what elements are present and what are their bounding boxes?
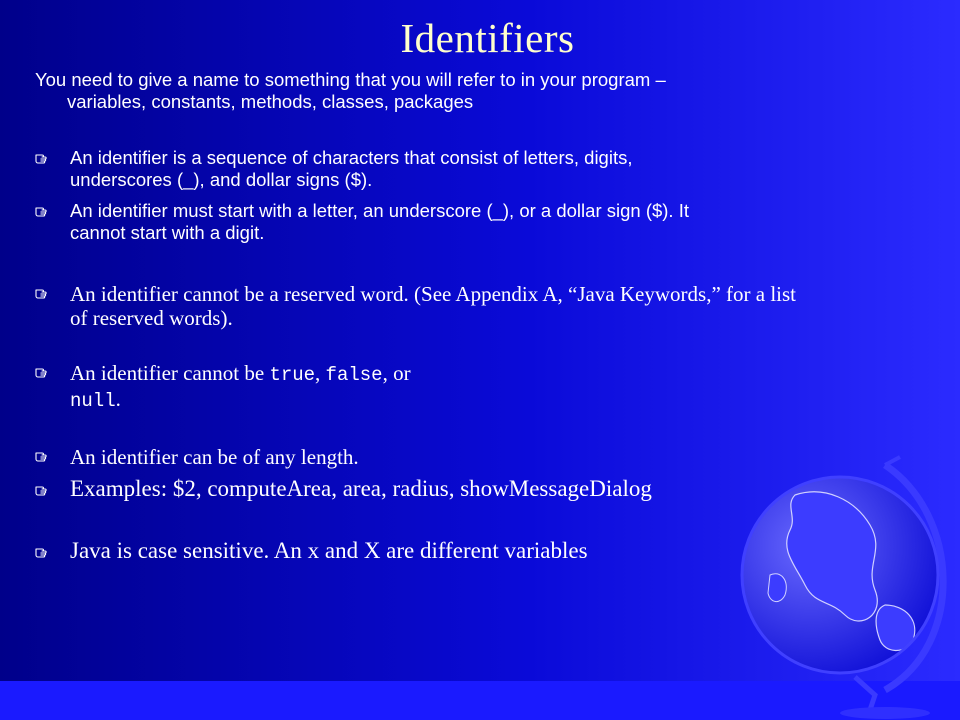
slide-title: Identifiers — [400, 15, 575, 61]
bullet-line: An identifier can be of any length. — [70, 445, 359, 469]
keyword-null: null — [70, 390, 116, 412]
bullet-text: , — [315, 361, 326, 385]
intro-text — [35, 69, 915, 113]
bullet-line: An identifier must start with a letter, an underscore (_), or a dollar sign ($). It — [70, 200, 689, 221]
pointing-hand-icon — [35, 151, 47, 164]
pointing-hand-icon — [35, 204, 47, 217]
bullet-item — [35, 282, 915, 330]
bullet-line: Java is case sensitive. An x and X are different variables — [70, 538, 588, 563]
bullet-text: . — [115, 387, 121, 411]
bullet-line: Examples: $2, computeArea, area, radius, showMessageDialog — [70, 476, 652, 501]
intro-line-1: You need to give a name to something that you will refer to in your program – — [35, 69, 666, 90]
bullet-line: An identifier is a sequence of characters that consist of letters, digits, — [70, 147, 633, 168]
bullet-line: cannot start with a digit. — [70, 222, 265, 243]
bullet-item — [35, 200, 915, 244]
bullet-item — [35, 361, 915, 413]
pointing-hand-icon — [35, 483, 47, 496]
pointing-hand-icon — [35, 545, 47, 558]
globe-icon — [735, 455, 957, 720]
bullet-line: of reserved words). — [70, 306, 233, 330]
bullet-text: , or — [382, 361, 411, 385]
bullet-text: An identifier cannot be — [70, 361, 270, 385]
pointing-hand-icon — [35, 286, 47, 299]
intro-line-2: variables, constants, methods, classes, packages — [67, 91, 474, 112]
bullet-line: underscores (_), and dollar signs ($). — [70, 169, 373, 190]
bullet-item — [35, 147, 915, 191]
bullet-line: An identifier cannot be a reserved word. (See Appendix A, “Java Keywords,” for a list — [70, 282, 797, 306]
keyword-false: false — [325, 364, 383, 386]
keyword-true: true — [269, 364, 316, 386]
pointing-hand-icon — [35, 365, 47, 378]
bullet-line — [70, 361, 915, 387]
pointing-hand-icon — [35, 449, 47, 462]
bullet-line — [70, 387, 915, 413]
